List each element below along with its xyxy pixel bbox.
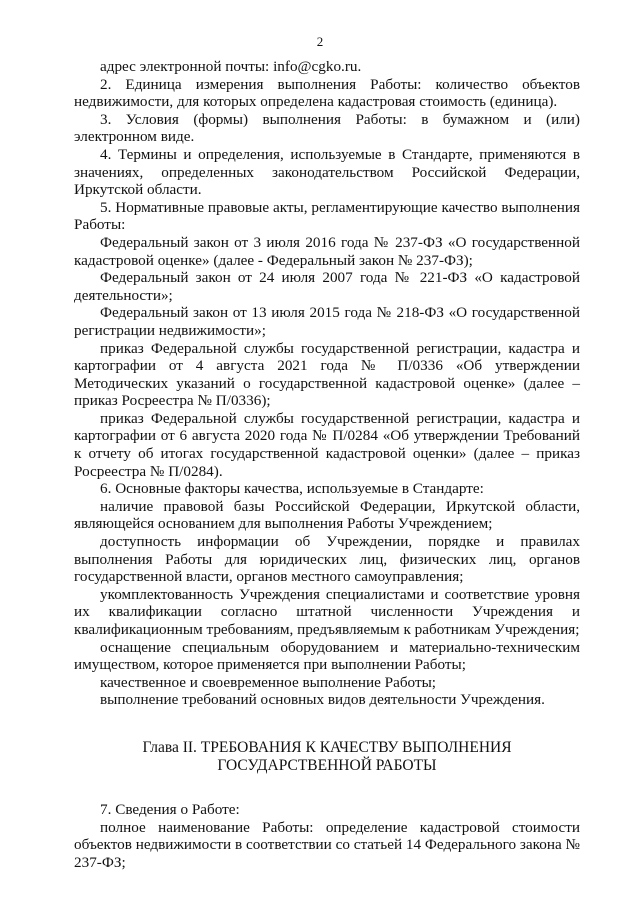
paragraph: приказ Федеральной службы государственной регистрации, кадастра и картографии от 6 августа 2020 года № П/0284 «Об утверждении Требований к отчету об итогах государственной кадастровой оценки» (далее – приказ Росреестра № П/0284).	[74, 409, 580, 480]
paragraph: укомплектованность Учреждения специалистами и соответствие уровня их квалификации согласно штатной численности Учреждения и квалификационным требованиям, предъявляемым к работникам Учреждения;	[74, 585, 580, 638]
paragraph: доступность информации об Учреждении, порядке и правилах выполнения Работы для юридических лиц, физических лиц, органов государственной власти, органов местного самоуправления;	[74, 533, 580, 586]
paragraph: оснащение специальным оборудованием и материально-техническим имуществом, которое применяется при выполнении Работы;	[74, 638, 580, 674]
paragraph: наличие правовой базы Российской Федерации, Иркутской области, являющейся основанием для выполнения Работы Учреждением;	[74, 497, 580, 533]
chapter-heading-line: ГОСУДАРСТВЕННОЙ РАБОТЫ	[217, 756, 437, 774]
paragraph: 5. Нормативные правовые акты, регламентирующие качество выполнения Работы:	[74, 198, 580, 234]
paragraph: Федеральный закон от 24 июля 2007 года № 221-ФЗ «О кадастровой деятельности»;	[74, 269, 580, 304]
paragraph: приказ Федеральной службы государственной регистрации, кадастра и картографии от 4 августа 2021 года № П/0336 «Об утверждении Методических указаний о государственной кадастровой оценке» (далее – приказ Росреестра № П/0336);	[74, 339, 580, 410]
document-body	[74, 58, 580, 871]
paragraph: Федеральный закон от 3 июля 2016 года № 237-ФЗ «О государственной кадастровой оценке» (далее - Федеральный закон № 237-ФЗ);	[74, 233, 580, 269]
paragraph: качественное и своевременное выполнение Работы;	[100, 673, 437, 691]
page-number: 2	[316, 34, 324, 49]
paragraph: 7. Сведения о Работе:	[100, 800, 240, 818]
chapter-heading-line: Глава II. ТРЕБОВАНИЯ К КАЧЕСТВУ ВЫПОЛНЕНИЯ	[142, 738, 512, 756]
paragraph: полное наименование Работы: определение кадастровой стоимости объектов недвижимости в соответствии со статьей 14 Федерального закона № 237-ФЗ;	[74, 818, 580, 871]
paragraph: 2. Единица измерения выполнения Работы: количество объектов недвижимости, для которых определена кадастровая стоимость (единица).	[74, 75, 580, 111]
paragraph: 4. Термины и определения, используемые в Стандарте, применяются в значениях, определенных законодательством Российской Федерации, Иркутской области.	[74, 145, 580, 199]
paragraph: 6. Основные факторы качества, используемые в Стандарте:	[100, 480, 484, 498]
chapter-heading	[74, 739, 580, 775]
paragraph: Федеральный закон от 13 июля 2015 года № 218-ФЗ «О государственной регистрации недвижимости»;	[74, 304, 580, 339]
paragraph: 3. Условия (формы) выполнения Работы: в бумажном и (или) электронном виде.	[74, 110, 580, 146]
paragraph: адрес электронной почты: info@cgko.ru.	[100, 58, 362, 75]
paragraph: выполнение требований основных видов деятельности Учреждения.	[100, 691, 545, 709]
